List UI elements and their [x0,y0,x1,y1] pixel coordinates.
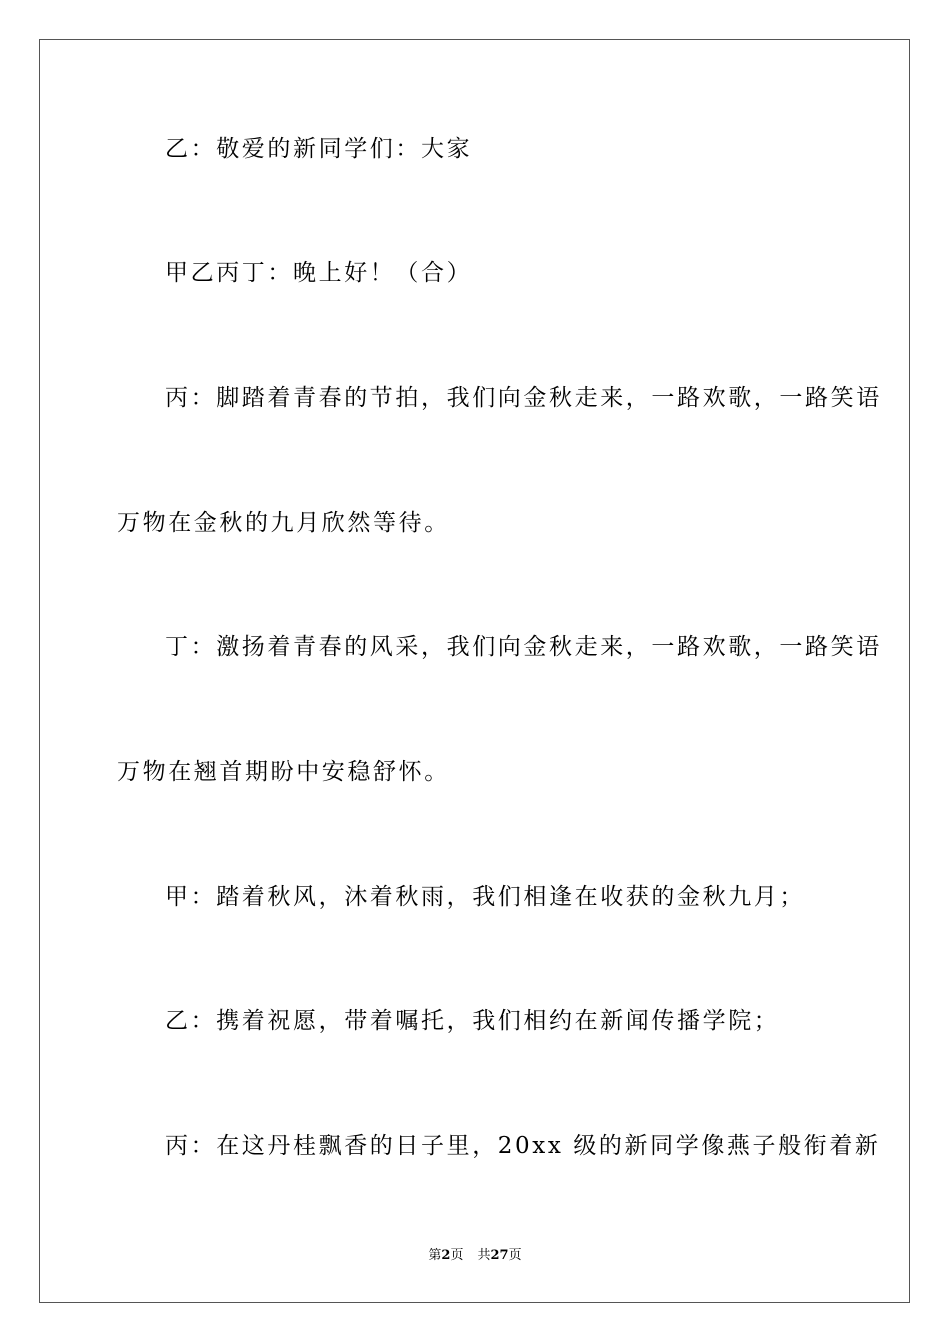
text-line: 丙：在这丹桂飘香的日子里，20xx 级的新同学像燕子般衔着新 [165,1133,881,1159]
total-suffix: 页 [508,1248,522,1263]
total-pages: 27 [490,1248,509,1263]
text-line: 万物在金秋的九月欣然等待。 [117,510,450,536]
text-line: 甲：踏着秋风，沐着秋雨，我们相逢在收获的金秋九月； [165,884,805,910]
page-suffix: 页 [450,1248,464,1263]
page-footer [0,1247,950,1265]
text-line: 丁：激扬着青春的风采，我们向金秋走来，一路欢歌，一路笑语 [165,634,882,660]
total-prefix: 共 [477,1248,491,1263]
text-line: 万物在翘首期盼中安稳舒怀。 [117,759,450,785]
text-line: 乙：敬爱的新同学们：大家 [165,136,473,162]
page-frame [39,39,910,1303]
text-line: 甲乙丙丁：晚上好！（合） [165,260,473,286]
page-prefix: 第 [428,1248,442,1263]
page-number: 2 [441,1248,451,1263]
text-line: 乙：携着祝愿，带着嘱托，我们相约在新闻传播学院； [165,1008,780,1034]
text-line: 丙：脚踏着青春的节拍，我们向金秋走来，一路欢歌，一路笑语 [165,385,882,411]
